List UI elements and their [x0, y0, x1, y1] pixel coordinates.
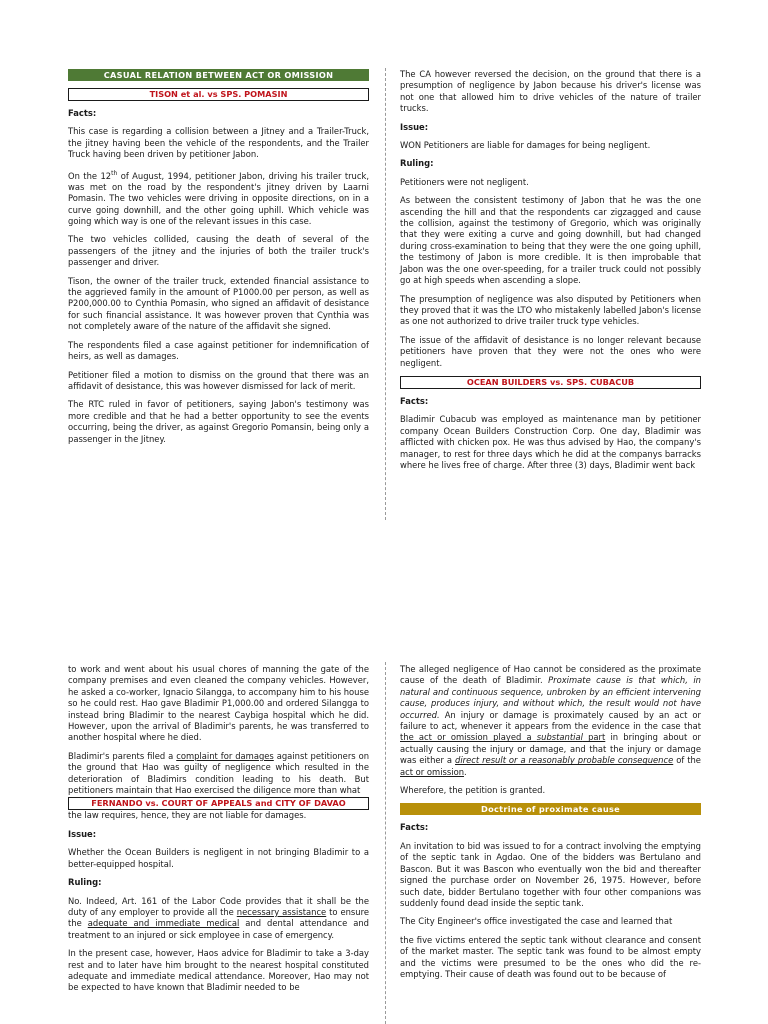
- paragraph: WON Petitioners are liable for damages for being negligent.: [400, 140, 651, 151]
- case-title: TISON et al. vs SPS. POMASIN: [68, 88, 369, 101]
- ruling-label: Ruling:: [400, 158, 434, 169]
- paragraph: This case is regarding a collision between a Jitney and a Trailer-Truck, the jitney having been the vehicle of the respondents, and the Trailer Truck having been driven by petitioner Jabon.: [68, 126, 369, 160]
- section-banner: Doctrine of proximate cause: [400, 803, 701, 815]
- page1-left-column: [68, 69, 369, 452]
- issue-label: Issue:: [400, 121, 429, 132]
- column-divider: [385, 662, 386, 1024]
- paragraph: The presumption of negligence was also disputed by Petitioners when they proved that it was the LTO who mistakenly labelled Jabon's license as one not authorized to drive trailer truck type vehicles.: [400, 293, 701, 327]
- paragraph: The CA however reversed the decision, on the ground that there is a presumption of negligence by Jabon because his driver's license was not one that allowed him to drive vehicles of the nature of trailer trucks.: [400, 69, 701, 114]
- case-title: FERNANDO vs. COURT OF APPEALS and CITY OF DAVAO: [68, 797, 369, 810]
- paragraph: The RTC ruled in favor of petitioners, saying Jabon's testimony was more credible and that he had a better opportunity to see the events occurring, being the driver, as against Gregorio Pomansin, being only a passenger in the Jitney.: [68, 399, 369, 444]
- paragraph: No. Indeed, Art. 161 of the Labor Code provides that it shall be the duty of any employer to provide all the necessary assistance to ensure the adequate and immediate medical and dental attendance and treatment to an injured or sick employee in case of emergency.: [68, 895, 370, 940]
- ruling-label: Ruling:: [68, 877, 102, 888]
- paragraph: Wherefore, the petition is granted.: [400, 785, 546, 796]
- paragraph: Petitioner filed a motion to dismiss on the ground that there was an affidavit of desistance, this was however dismissed for lack of merit.: [68, 369, 369, 391]
- section-banner: CASUAL RELATION BETWEEN ACT OR OMISSION: [68, 69, 369, 81]
- paragraph: An invitation to bid was issued to for a contract involving the emptying of the septic tank in Agdao. One of the bidders was Bertulano and Bascon. But it was Bascon who eventually won the bid and thereafter signed the purchase order on November 26, 1975. However, before such date, bidder Bertulano together with four other companions was suddenly found dead inside the septic tank.: [400, 840, 701, 908]
- paragraph: In the present case, however, Haos advice for Bladimir to take a 3-day rest and to later have him brought to the nearest hospital constituted adequate and immediate medical attendance. Moreover, Hao may not be expected to have known that Bladimir needed to be: [68, 948, 369, 993]
- paragraph: Tison, the owner of the trailer truck, extended financial assistance to the aggrieved family in the amount of P1000.00 per person, as well as P200,000.00 to Cynthia Pomasin, who signed an affidavit of desistance for such financial assistance. It was however proven that Cynthia was not completely aware of the nature of the affidavit she signed.: [68, 275, 369, 332]
- facts-label: Facts:: [68, 108, 97, 118]
- paragraph: to work and went about his usual chores of manning the gate of the company premises and even cleaned the company vehicles. However, he asked a co-worker, Ignacio Silangga, to accompany him to his house so he could rest. Hao gave Bladimir P1,000.00 and ordered Silangga to instead bring Bladimir to the nearest Caybiga hospital which he did. However, upon the arrival of Bladimir's parents, he was transferred to another hospital where he died.: [68, 664, 369, 743]
- paragraph: The issue of the affidavit of desistance is no longer relevant because petitioners have proven that they were not the ones who were negligent.: [400, 334, 701, 368]
- page2-right-column: [400, 664, 701, 987]
- facts-label: Facts:: [400, 395, 429, 406]
- page2-left-column: [68, 664, 369, 1001]
- paragraph: The respondents filed a case against petitioner for indemnification of heirs, as well as damages.: [68, 339, 369, 362]
- paragraph: Bladimir's parents filed a complaint for damages against petitioners on the ground that Hao was guilty of negligence which resulted in the deterioration of Bladimirs condition leading to his death. But petitioners maintain that Hao exercised the diligence more than what: [68, 750, 369, 796]
- paragraph: the law requires, hence, they are not liable for damages.: [68, 810, 307, 821]
- facts-label: Facts:: [400, 822, 429, 833]
- column-divider: [385, 68, 386, 520]
- issue-label: Issue:: [68, 828, 97, 839]
- paragraph: The alleged negligence of Hao cannot be considered as the proximate cause of the death of Bladimir. Proximate cause is that which, in natural and continuous sequence, unbroken by an efficient intervening cause, produces injury, and without which, the result would not have occurred. An injury or damage is proximately caused by an act or failure to act, whenever it appears from the evidence in the case that the act or omission played a substantial part in bringing about or actually causing the injury or damage, and that the injury or damage was either a direct result or a reasonably probable consequence of the act or omission.: [400, 664, 702, 777]
- paragraph: The two vehicles collided, causing the death of several of the passengers of the jitney and the injuries of both the trailer truck's passenger and driver.: [68, 234, 369, 268]
- page1-right-column: [400, 69, 701, 478]
- case-title: OCEAN BUILDERS vs. SPS. CUBACUB: [400, 376, 701, 389]
- paragraph: On the 12th of August, 1994, petitioner Jabon, driving his trailer truck, was met on the road by the respondent's jitney driven by Laarni Pomasin. The two vehicles were driving in opposite directions, on in a curve going downhill, and the other going uphill. Which vehicle was going which way is one of the relevant issues in this case.: [68, 169, 369, 227]
- paragraph: The City Engineer's office investigated the case and learned that: [400, 916, 673, 927]
- paragraph: Whether the Ocean Builders is negligent in not bringing Bladimir to a better-equipped hospital.: [68, 847, 369, 869]
- paragraph: Bladimir Cubacub was employed as maintenance man by petitioner company Ocean Builders Construction Corp. One day, Bladimir was afflicted with chicken pox. He was thus advised by Hao, the company's manager, to rest for three days which he did at the companys barracks where he lives free of charge. After three (3) days, Bladimir went back: [400, 414, 701, 470]
- paragraph: Petitioners were not negligent.: [400, 176, 529, 187]
- paragraph: As between the consistent testimony of Jabon that he was the one ascending the hill and that the respondents car zigzagged and cause the collision, against the testimony of Gregorio, which was originally that they were exiting a curve and going downhill, but had changed during cross-examination to being that they were the one going uphill, the testimony of Jabon is more credible. It is then improbable that Jabon was the one over-speeding, for a trailer truck could not possibly go at high speeds when ascending a slope.: [400, 195, 701, 286]
- paragraph: the five victims entered the septic tank without clearance and consent of the market master. The septic tank was found to be almost empty and the victims were presumed to be the ones who did the re-emptying. Their cause of death was found out to be because of: [400, 934, 701, 979]
